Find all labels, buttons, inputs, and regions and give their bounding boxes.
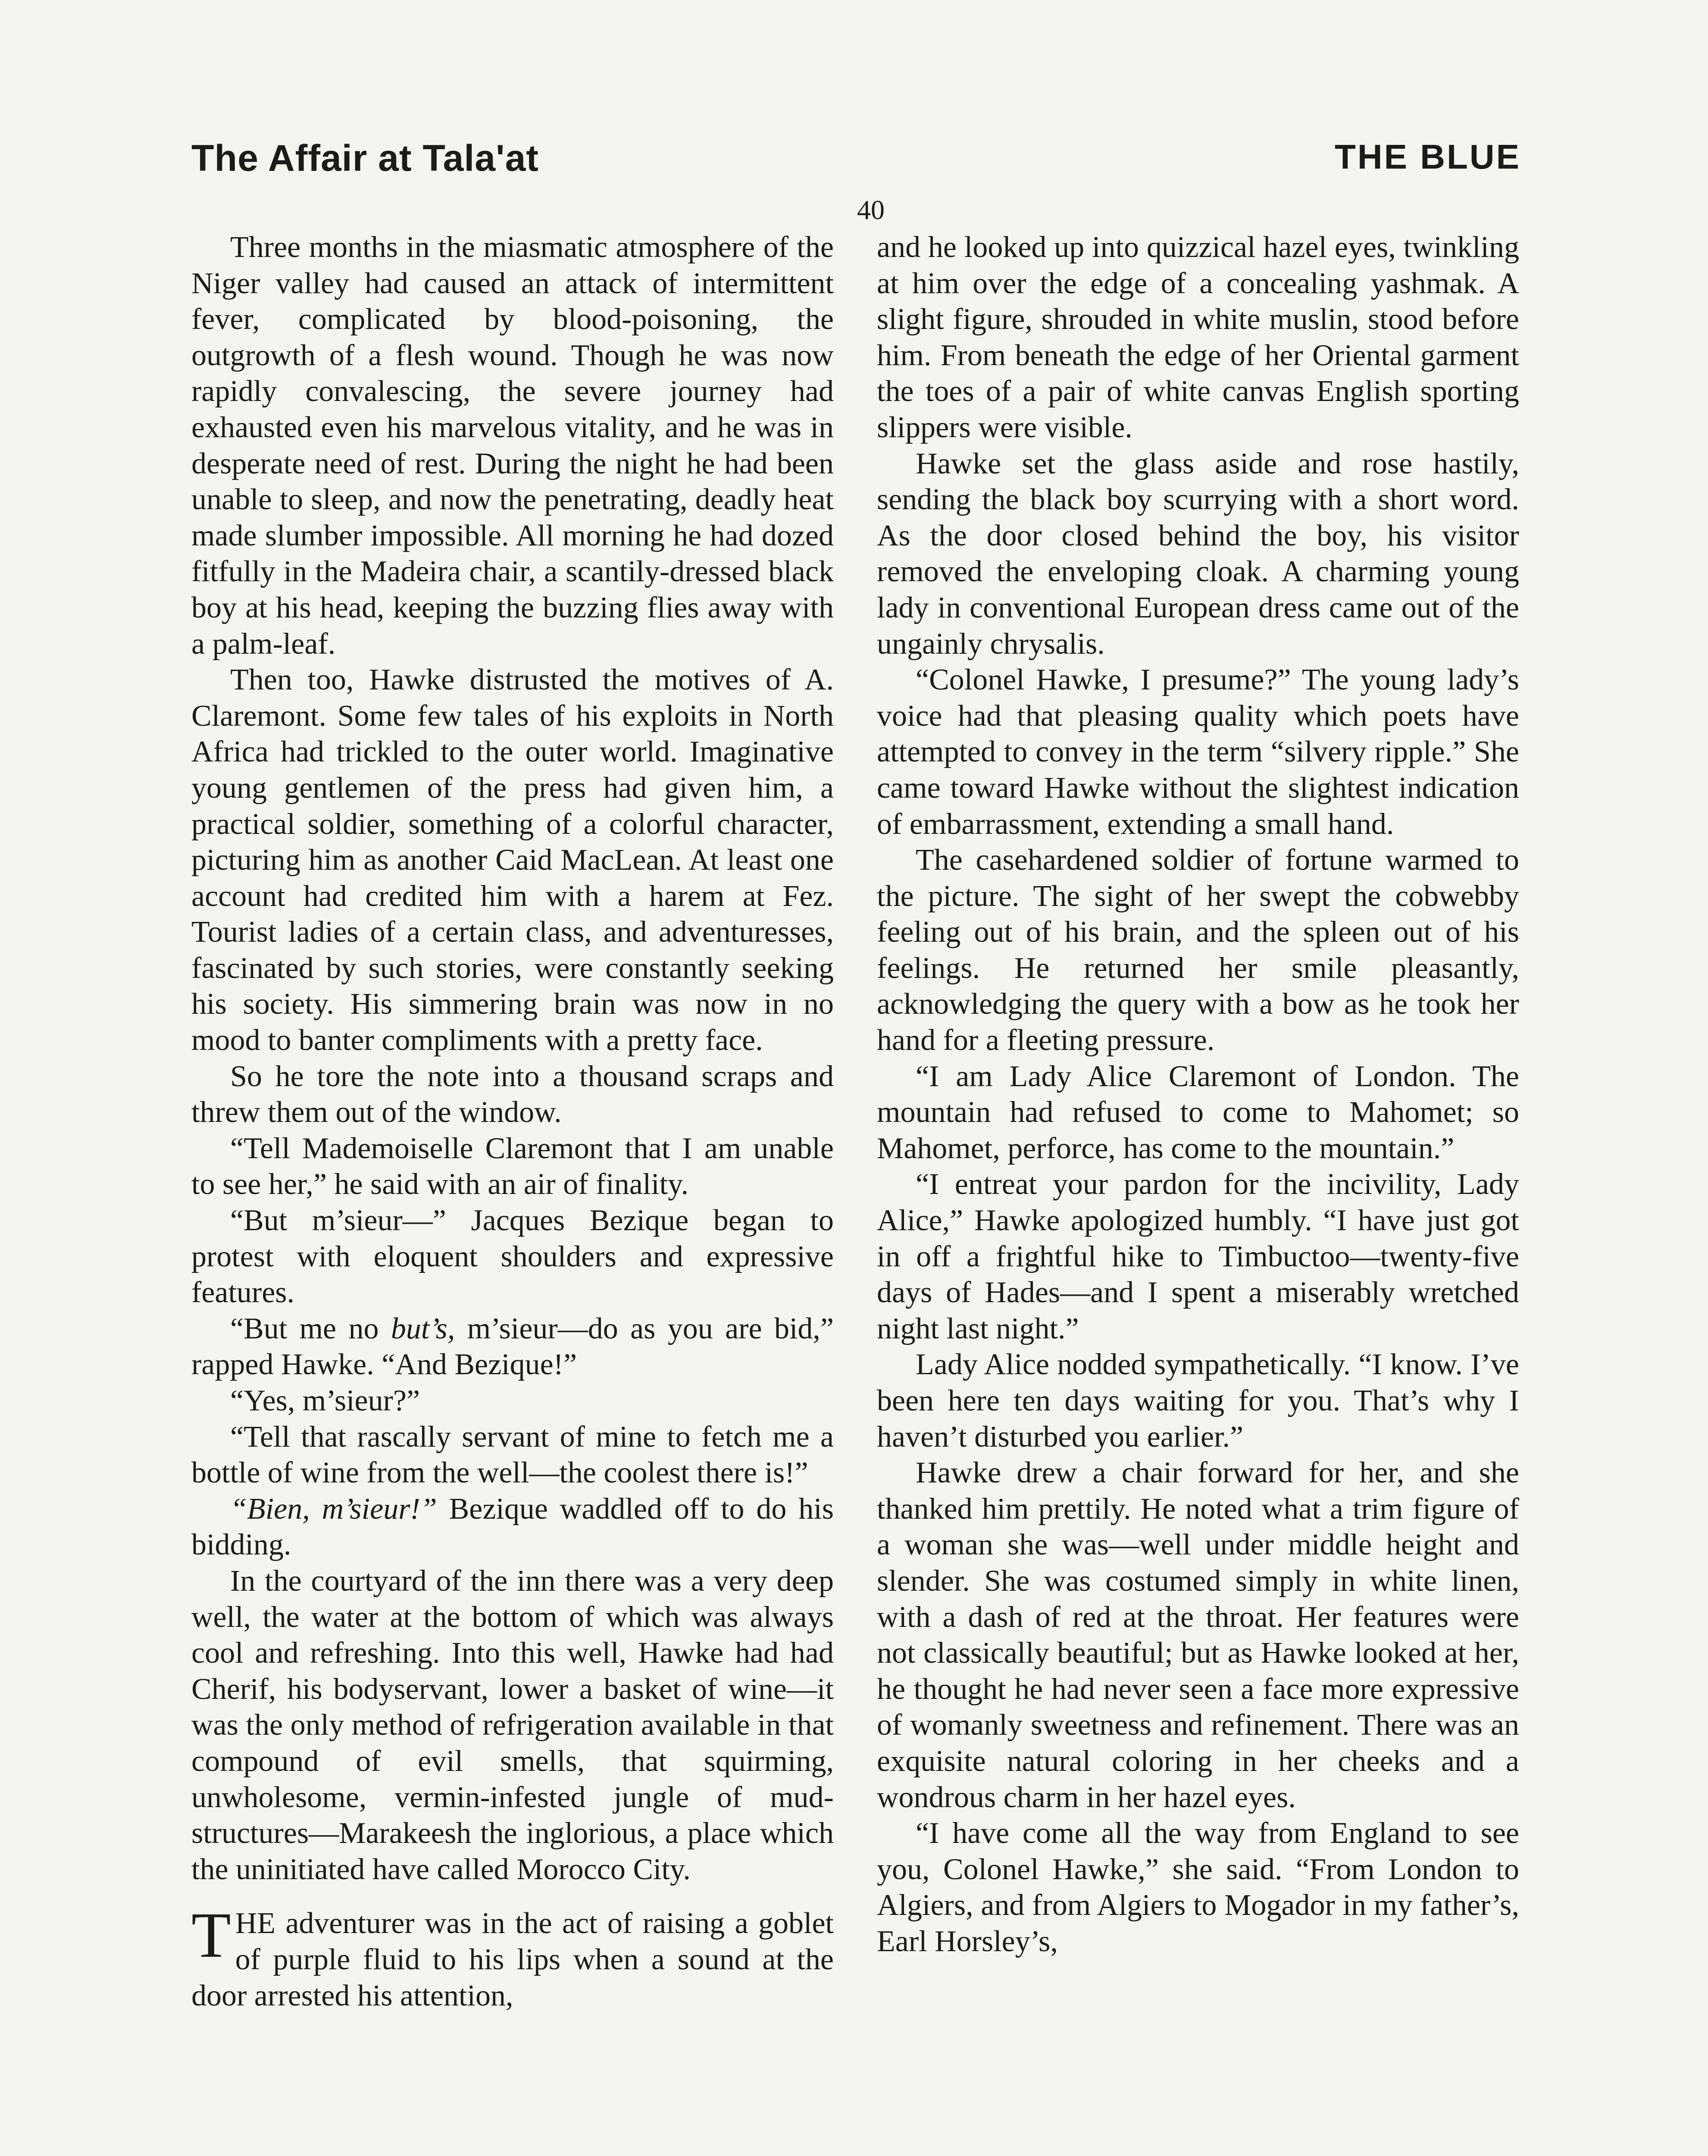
paragraph: “I have come all the way from England to see you, Colonel Hawke,” she said. “From London to Algiers, and from Algiers to Mogador in my father’s, Earl Horsley’s, [877, 1817, 1519, 1958]
paragraph: The casehardened soldier of fortune warmed to the picture. The sight of her swept the cobwebby feeling out of his brain, and the spleen out of his feelings. He returned her smile pleasantly, acknowledging the query with a bow as he took her hand for a fleeting pressure. [877, 843, 1519, 1057]
paragraph: In the courtyard of the inn there was a very deep well, the water at the bottom of which was always cool and refreshing. Into this well, Hawke had had Cherif, his bodyservant, lower a basket of wine—it was the only method of refrigeration available in that compound of evil smells, that squirming, unwholesome, vermin-infested jungle of mud-structures—Marakeesh the inglorious, a place which the uninitiated have called Morocco City. [191, 1564, 834, 1886]
paragraph: Hawke set the glass aside and rose hastily, sending the black boy scurrying with a short word. As the door closed behind the boy, his visitor removed the enveloping cloak. A charming young lady in conventional European dress came out of the ungainly chrysalis. [877, 447, 1519, 661]
page-number: 40 [857, 194, 885, 225]
paragraph: Hawke drew a chair forward for her, and she thanked him prettily. He noted what a trim figure of a woman she was—well under middle height and slender. She was costumed simply in white linen, with a dash of red at the throat. Her features were not classically beautiful; but as Hawke looked at her, he thought he had never seen a face more expressive of womanly sweetness and refinement. There was an exquisite natural coloring in her cheeks and a wondrous charm in her hazel eyes. [877, 1456, 1519, 1814]
text-run: m’sieur—do as you are bid,” rapped Hawke. “And Bezique!” [191, 1312, 834, 1382]
paragraph: “Tell Mademoiselle Claremont that I am unable to see her,” he said with an air of finality. [191, 1131, 834, 1201]
paragraph: Three months in the miasmatic atmosphere of the Niger valley had caused an attack of intermittent fever, complicated by blood-poisoning, the outgrowth of a flesh wound. Though he was now rapidly convalescing, the severe journey had exhausted even his marvelous vitality, and he was in desperate need of rest. During the night he had been unable to sleep, and now the penetrating, deadly heat made slumber impossible. All morning he had dozed fitfully in the Madeira chair, a scantily-dressed black boy at his head, keeping the buzzing flies away with a palm-leaf. [191, 231, 834, 661]
paragraph: So he tore the note into a thousand scraps and threw them out of the window. [191, 1059, 834, 1129]
running-title: The Affair at Tala'at [191, 138, 539, 179]
text-run: “But me no [230, 1312, 391, 1345]
section-opening-paragraph [191, 1899, 834, 2014]
text-run: HE adventurer was in the act of raising a goblet of purple fluid to his lips when a sound at the door arrested his attention, [191, 1907, 834, 2012]
paragraph: “I entreat your pardon for the incivility, Lady Alice,” Hawke apologized humbly. “I have just got in off a frightful hike to Timbuctoo—twenty-five days of Hades—and I spent a miserably wretched night last night.” [877, 1168, 1519, 1345]
left-column [191, 229, 834, 2014]
running-section: THE BLUE [1335, 138, 1521, 176]
paragraph: “I am Lady Alice Claremont of London. The mountain had refused to come to Mahomet; so Mahomet, perforce, has come to the mountain.” [877, 1059, 1519, 1165]
drop-cap: T [191, 1899, 231, 1971]
paragraph: “But m’sieur—” Jacques Bezique began to protest with eloquent shoulders and expressive features. [191, 1204, 834, 1310]
paragraph: Then too, Hawke distrusted the motives of A. Claremont. Some few tales of his exploits in North Africa had trickled to the outer world. Imaginative young gentlemen of the press had given him, a practical soldier, something of a colorful character, picturing him as another Caid MacLean. At least one account had credited him with a harem at Fez. Tourist ladies of a certain class, and adventuresses, fascinated by such stories, were constantly seeking his society. His simmering brain was now in no mood to banter compliments with a pretty face. [191, 663, 834, 1057]
right-column [877, 229, 1519, 1960]
italic-text: but’s, [391, 1312, 455, 1345]
paragraph: “Tell that rascally servant of mine to fetch me a bottle of wine from the well—the coolest there is!” [191, 1420, 834, 1490]
paragraph [191, 1311, 834, 1383]
paragraph: and he looked up into quizzical hazel eyes, twinkling at him over the edge of a concealing yashmak. A slight figure, shrouded in white muslin, stood before him. From beneath the edge of her Oriental garment the toes of a pair of white canvas English sporting slippers were visible. [877, 231, 1519, 444]
paragraph: “Colonel Hawke, I presume?” The young lady’s voice had that pleasing quality which poets have attempted to convey in the term “silvery ripple.” She came toward Hawke without the slightest indication of embarrassment, extending a small hand. [877, 663, 1519, 841]
paragraph: “Yes, m’sieur?” [230, 1384, 420, 1417]
paragraph [191, 1491, 834, 1563]
text-run: Bezique waddled off to do his bidding. [191, 1492, 834, 1562]
italic-text: “Bien, m’sieur!” [230, 1492, 437, 1526]
paragraph: Lady Alice nodded sympathetically. “I know. I’ve been here ten days waiting for you. That’s why I haven’t disturbed you earlier.” [877, 1348, 1519, 1454]
